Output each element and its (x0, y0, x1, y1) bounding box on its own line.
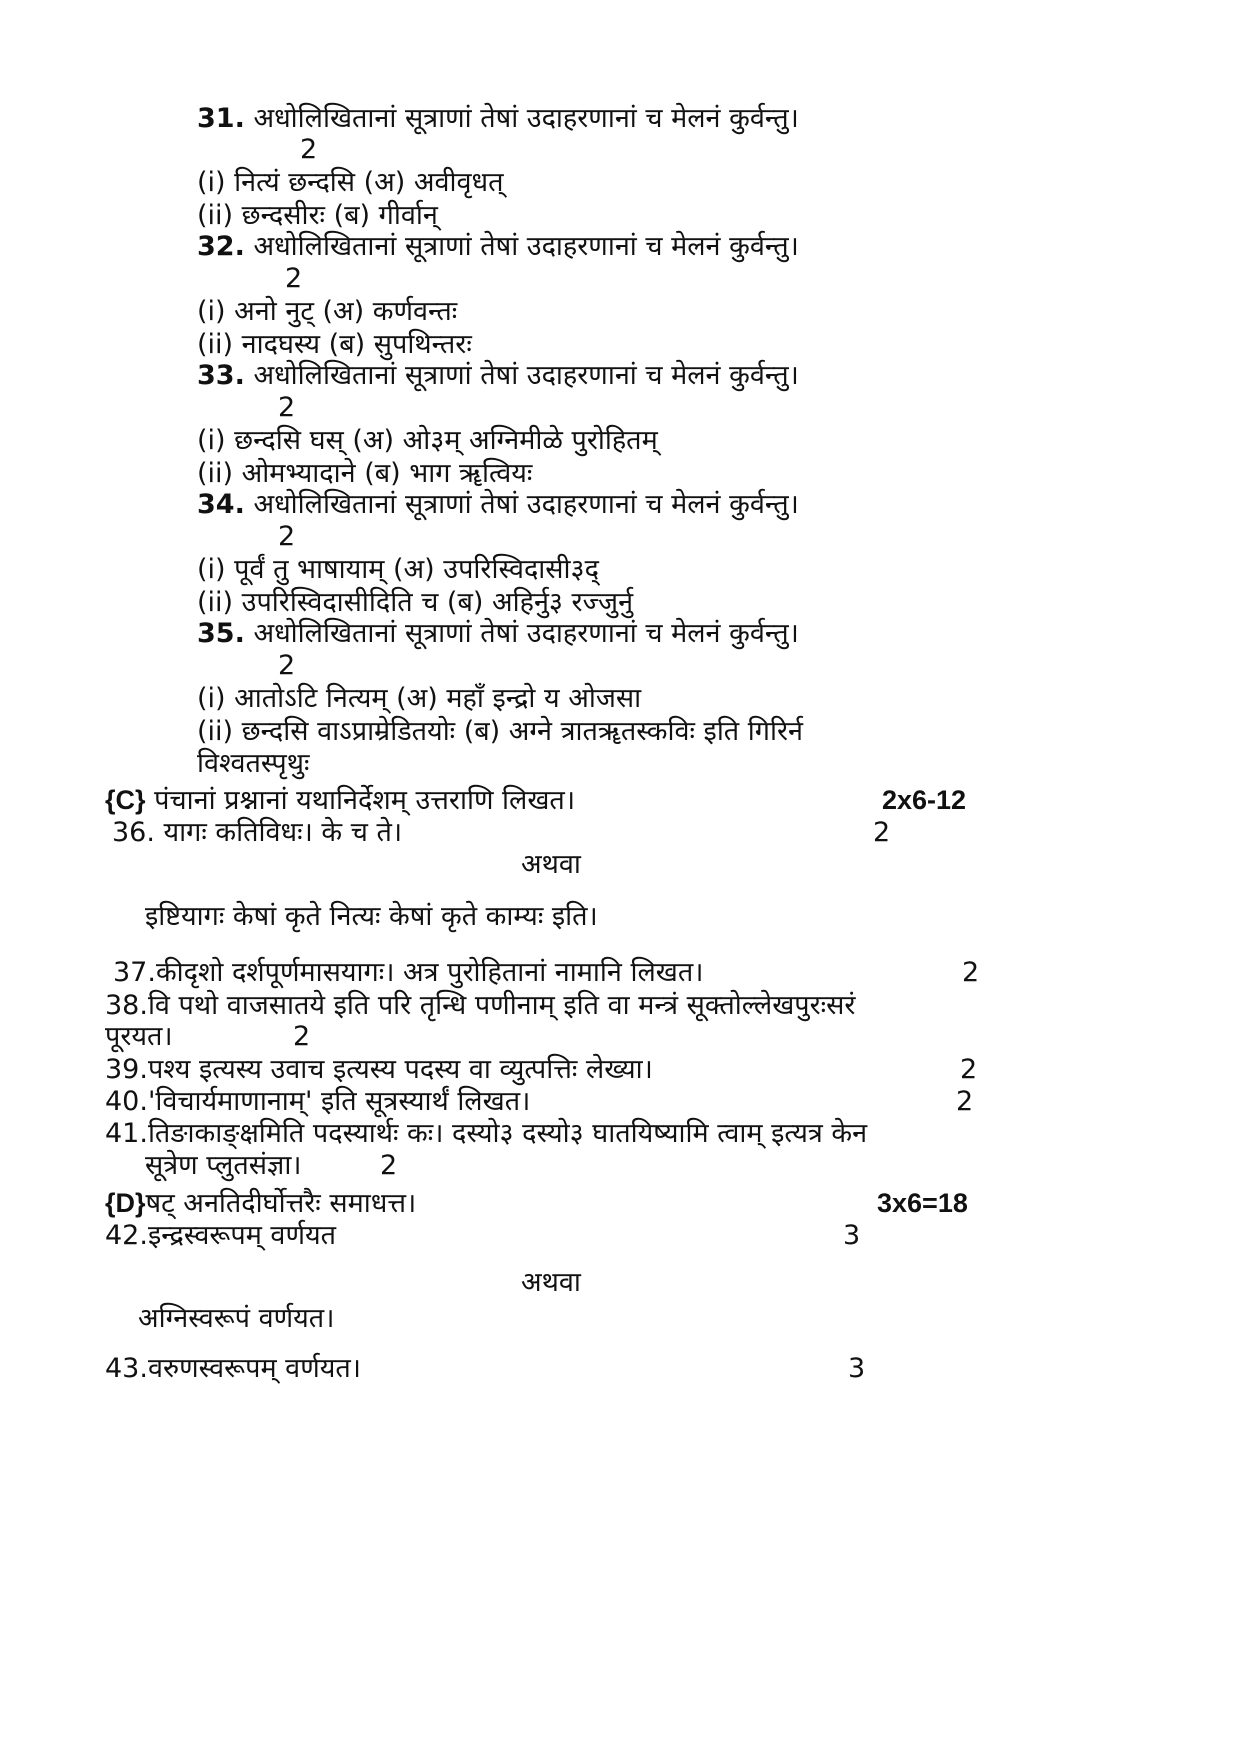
question-34-marks: 2 (278, 521, 296, 552)
question-43-marks: 3 (848, 1353, 866, 1384)
question-36-alternative: इष्टियागः केषां कृते नित्यः केषां कृते काम्यः इति। (145, 901, 598, 932)
question-32-prompt: 32. अधोलिखितानां सूत्राणां तेषां उदाहरणानां च मेलनं कुर्वन्तु। (197, 231, 799, 262)
question-number: 34. (197, 489, 245, 520)
question-35-row-1: (i) आतोऽटि नित्यम् (अ) महाँ इन्द्रो य ओजसा (197, 683, 642, 714)
question-31-row-2: (ii) छन्दसीरः (ब) गीर्वान् (197, 200, 438, 231)
question-35-row-2: (ii) छन्दसि वाऽप्राम्रेडितयोः (ब) अग्ने त्रातॠतस्कविः इति गिरिर्न (197, 716, 803, 747)
section-d-heading: {D}षट् अनतिदीर्घोत्तरैः समाधत्त। (105, 1188, 417, 1219)
question-39-marks: 2 (960, 1054, 978, 1085)
question-39: 39.पश्य इत्यस्य उवाच इत्यस्य पदस्य वा व्युत्पत्तिः लेख्या। (105, 1054, 653, 1085)
question-38-marks: 2 (293, 1021, 311, 1052)
question-42-alternative: अग्निस्वरूपं वर्णयत। (138, 1303, 335, 1334)
question-33-marks: 2 (278, 392, 296, 423)
question-35-row-3: विश्वतस्पृथुः (197, 748, 310, 779)
question-38-line-2: पूरयत। (105, 1021, 173, 1052)
or-divider: अथवा (521, 1267, 581, 1298)
question-31-row-1: (i) नित्यं छन्दसि (अ) अवीवृधत् (197, 167, 504, 198)
question-37-marks: 2 (962, 957, 980, 988)
question-35-prompt: 35. अधोलिखितानां सूत्राणां तेषां उदाहरणानां च मेलनं कुर्वन्तु। (197, 618, 799, 649)
question-31-prompt: 31. अधोलिखितानां सूत्राणां तेषां उदाहरणानां च मेलनं कुर्वन्तु। (197, 103, 799, 134)
question-32-row-2: (ii) नादघस्य (ब) सुपथिन्तरः (197, 329, 472, 360)
question-34-row-2: (ii) उपरिस्विदासीदिति च (ब) अहिर्नु३ रज्जुर्नु (197, 587, 634, 618)
question-38-line-1: 38.वि पथो वाजसातये इति परि तृन्धि पणीनाम् इति वा मन्त्रं सूक्तोल्लेखपुरःसरं (105, 990, 856, 1021)
or-divider: अथवा (521, 849, 581, 880)
question-36-marks: 2 (873, 817, 891, 848)
question-33-prompt: 33. अधोलिखितानां सूत्राणां तेषां उदाहरणानां च मेलनं कुर्वन्तु। (197, 360, 799, 391)
question-42-marks: 3 (843, 1220, 861, 1251)
question-40-marks: 2 (956, 1086, 974, 1117)
section-d-marks: 3x6=18 (877, 1188, 968, 1218)
section-label: {D} (105, 1188, 146, 1218)
question-34-prompt: 34. अधोलिखितानां सूत्राणां तेषां उदाहरणानां च मेलनं कुर्वन्तु। (197, 489, 799, 520)
question-41-marks: 2 (380, 1150, 398, 1181)
question-40: 40.'विचार्यमाणानाम्' इति सूत्रस्यार्थं लिखत। (105, 1086, 531, 1117)
question-32-marks: 2 (285, 263, 303, 294)
question-41-line-2: सूत्रेण प्लुतसंज्ञा। (145, 1150, 302, 1181)
question-34-row-1: (i) पूर्वं तु भाषायाम् (अ) उपरिस्विदासी३द् (197, 554, 599, 585)
question-43: 43.वरुणस्वरूपम् वर्णयत। (105, 1353, 361, 1384)
section-label: {C} (105, 785, 146, 815)
question-31-marks: 2 (300, 134, 318, 165)
question-35-marks: 2 (278, 650, 296, 681)
question-number: 35. (197, 618, 245, 649)
section-c-marks: 2x6-12 (882, 785, 967, 815)
question-41-line-1: 41.तिङाकाङ्क्षमिति पदस्यार्थः कः। दस्यो३ दस्यो३ घातयिष्यामि त्वाम् इत्यत्र केन (105, 1118, 868, 1149)
section-c-heading: {C} पंचानां प्रश्नानां यथानिर्देशम् उत्तराणि लिखत। (105, 785, 576, 816)
question-33-row-2: (ii) ओमभ्यादाने (ब) भाग ॠत्वियः (197, 458, 533, 489)
question-number: 31. (197, 103, 245, 134)
question-36: 36. यागः कतिविधः। के च ते। (112, 817, 403, 848)
question-number: 33. (197, 360, 245, 391)
question-42: 42.इन्द्रस्वरूपम् वर्णयत (105, 1220, 337, 1251)
question-32-row-1: (i) अनो नुट् (अ) कर्णवन्तः (197, 296, 458, 327)
question-33-row-1: (i) छन्दसि घस् (अ) ओ३म् अग्निमीळे पुरोहितम् (197, 425, 658, 456)
question-number: 32. (197, 231, 245, 262)
question-37: 37.कीदृशो दर्शपूर्णमासयागः। अत्र पुरोहितानां नामानि लिखत। (113, 957, 704, 988)
